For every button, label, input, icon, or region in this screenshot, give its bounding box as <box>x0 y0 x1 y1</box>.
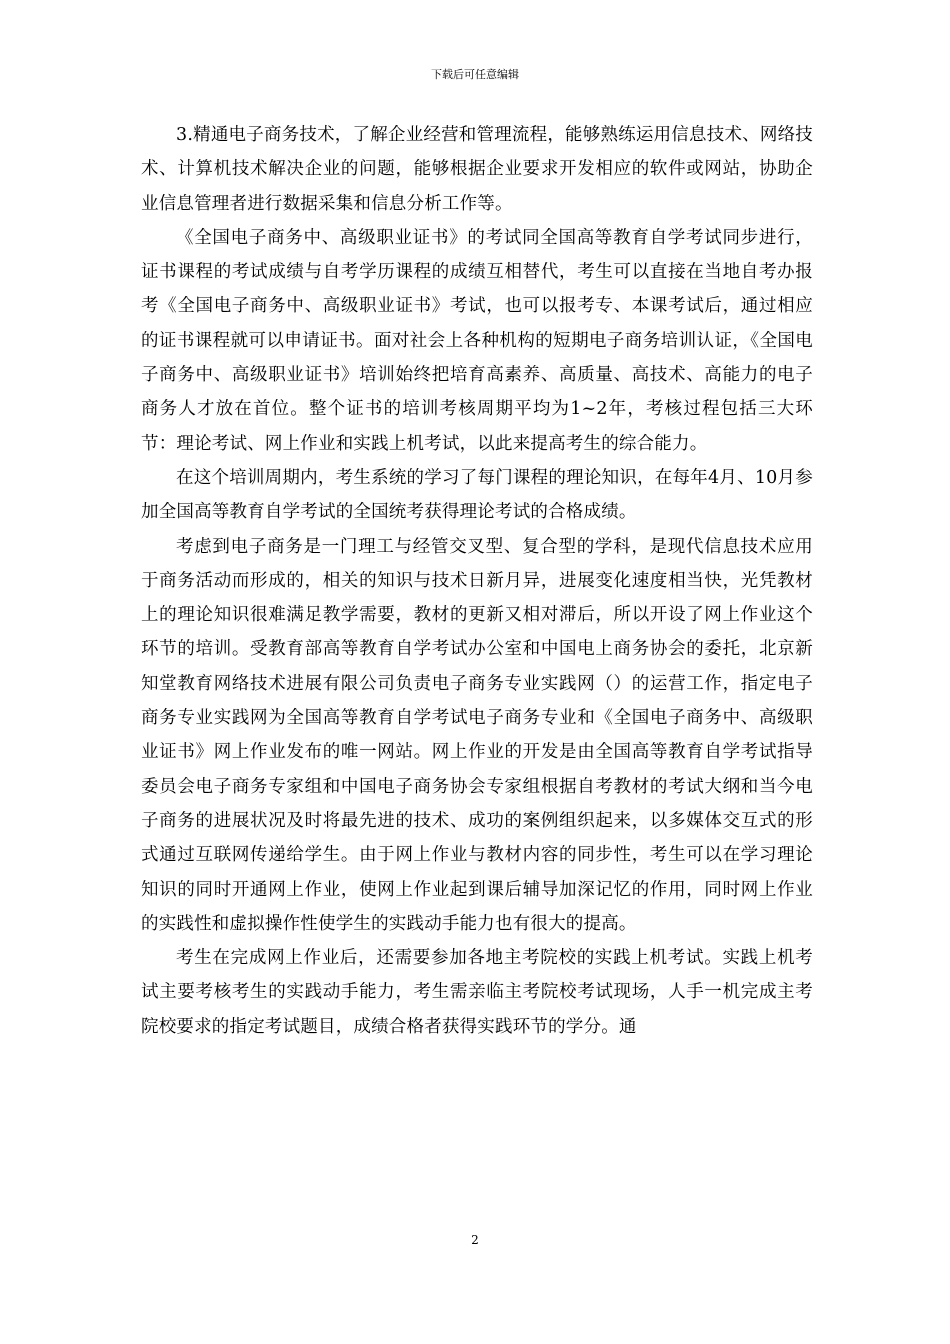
page-header: 下载后可任意编辑 <box>431 68 519 81</box>
body-text <box>141 118 813 1044</box>
paragraph-4: 考虑到电子商务是一门理工与经管交叉型、复合型的学科，是现代信息技术应用于商务活动而形成的，相关的知识与技术日新月异，进展变化速度相当快，光凭教材上的理论知识很难满足教学需要，教材的更新又相对滞后，所以开设了网上作业这个环节的培训。受教育部高等教育自学考试办公室和中国电上商务协会的委托，北京新知堂教育网络技术进展有限公司负责电子商务专业实践网（）的运营工作，指定电子商务专业实践网为全国高等教育自学考试电子商务专业和《全国电子商务中、高级职业证书》网上作业发布的唯一网站。网上作业的开发是由全国高等教育自学考试指导委员会电子商务专家组和中国电子商务协会专家组根据自考教材的考试大纲和当今电子商务的进展状况及时将最先进的技术、成功的案例组织起来，以多媒体交互式的形式通过互联网传递给学生。由于网上作业与教材内容的同步性，考生可以在学习理论知识的同时开通网上作业，使网上作业起到课后辅导加深记忆的作用，同时网上作业的实践性和虚拟操作性使学生的实践动手能力也有很大的提高。 <box>141 536 813 934</box>
paragraph-1: 3.精通电子商务技术，了解企业经营和管理流程，能够熟练运用信息技术、网络技术、计算机技术解决企业的问题，能够根据企业要求开发相应的软件或网站，协助企业信息管理者进行数据采集和信息分析工作等。 <box>141 125 813 214</box>
paragraph-2: 《全国电子商务中、高级职业证书》的考试同全国高等教育自学考试同步进行，证书课程的考试成绩与自考学历课程的成绩互相替代，考生可以直接在当地自考办报考《全国电子商务中、高级职业证书》考试，也可以报考专、本课考试后，通过相应的证书课程就可以申请证书。面对社会上各种机构的短期电子商务培训认证，《全国电子商务中、高级职业证书》培训始终把培育高素养、高质量、高技术、高能力的电子商务人才放在首位。整个证书的培训考核周期平均为1~2年，考核过程包括三大环节：理论考试、网上作业和实践上机考试，以此来提高考生的综合能力。 <box>141 227 813 454</box>
paragraph-3: 在这个培训周期内，考生系统的学习了每门课程的理论知识，在每年4月、10月参加全国高等教育自学考试的全国统考获得理论考试的合格成绩。 <box>141 467 813 523</box>
paragraph-5: 考生在完成网上作业后，还需要参加各地主考院校的实践上机考试。实践上机考试主要考核考生的实践动手能力，考生需亲临主考院校考试现场，人手一机完成主考院校要求的指定考试题目，成绩合格者获得实践环节的学分。通 <box>141 948 813 1037</box>
page-number: 2 <box>471 1233 479 1247</box>
